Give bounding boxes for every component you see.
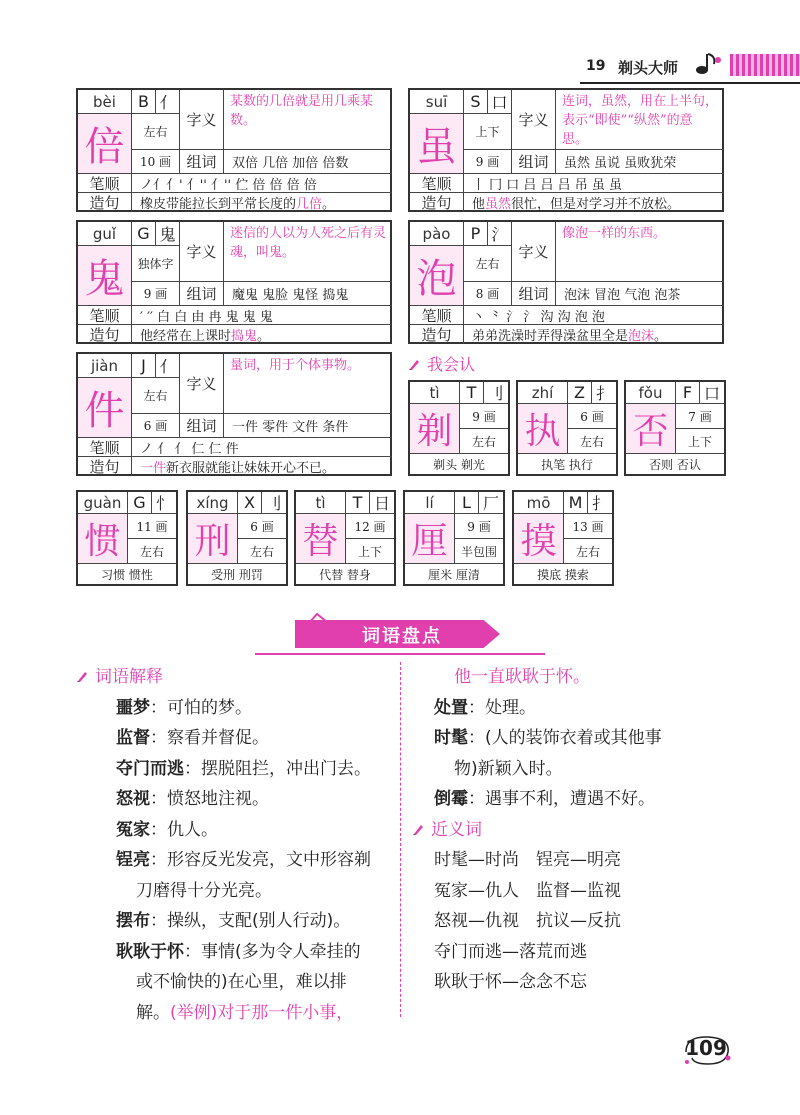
- radical-cell: 刂: [484, 382, 508, 404]
- structure: 上下: [676, 429, 724, 454]
- order-label: 笔顺: [78, 174, 132, 193]
- vocab-def: 操纵，支配(别人行动)。: [167, 911, 351, 931]
- vocab-continuation: 物)新颖入时。: [454, 758, 563, 779]
- recognize-card: [403, 490, 505, 586]
- sentence-label: 造句: [78, 325, 132, 344]
- vocab-term: 噩梦: [116, 697, 150, 718]
- sentence-highlight: 捣鬼: [231, 329, 258, 344]
- structure: 左右: [128, 539, 176, 564]
- sentence-label: 造句: [410, 325, 464, 344]
- letter-cell: M: [564, 492, 588, 514]
- vocab-def: 遇事不利，遭遇不好。: [485, 789, 655, 809]
- vocab-sep: ：: [468, 789, 485, 809]
- vocab-def: 察看并督促。: [167, 728, 269, 748]
- structure: 左右: [132, 378, 180, 414]
- recognize-heading: [408, 352, 475, 375]
- words: 魔鬼 鬼脸 鬼怪 捣鬼: [224, 282, 392, 306]
- sentence-text: 很忙，但是对学习并不放松。: [511, 197, 681, 212]
- synonym-row: 耿耿于怀—念念不忘: [434, 972, 587, 992]
- structure: 左右: [238, 539, 286, 564]
- character: 刑: [188, 514, 238, 564]
- letter-cell: S: [464, 90, 488, 114]
- recognize-card: [76, 490, 178, 586]
- vocab-def: 处理。: [485, 697, 536, 718]
- vocab-entry: [412, 723, 742, 754]
- header-stripe: [730, 54, 800, 76]
- stroke-order: ノ亻亻' 亻'' 亻'' 伫 倍 倍 倍 倍: [132, 174, 392, 193]
- vocab-entry: [76, 784, 396, 815]
- header-rule: [580, 82, 800, 84]
- character: 件: [78, 378, 132, 438]
- structure: 左右: [464, 246, 512, 282]
- vocab-sep: ：: [184, 758, 201, 779]
- character: 剃: [410, 404, 460, 454]
- strokes: 9 画: [460, 404, 508, 429]
- example-sentence: [132, 457, 392, 476]
- radical-cell: 刂: [262, 492, 286, 514]
- strokes: 10 画: [132, 150, 180, 174]
- character-card: [408, 220, 724, 344]
- stroke-order: 丨 冂 口 吕 吕 吕 吊 虽 虽: [464, 174, 724, 193]
- radical-cell: 扌: [592, 382, 616, 404]
- vocab-def: 仇人。: [167, 819, 218, 840]
- structure: 上下: [346, 539, 394, 564]
- radical-cell: 口: [488, 90, 512, 114]
- radical-cell: 厂: [479, 492, 503, 514]
- radical-cell: 亻: [156, 354, 180, 378]
- vocab-def: 可怕的梦。: [167, 697, 252, 718]
- strokes: 8 画: [464, 282, 512, 306]
- vocab-sep: ：: [150, 728, 167, 748]
- structure: 左右: [132, 114, 180, 150]
- vocab-def: 事情(多为令人牵挂的: [201, 941, 361, 962]
- letter-cell: L: [455, 492, 479, 514]
- page-number-text: 109: [685, 1036, 727, 1060]
- vocab-example: (举例)对于那一件小事，: [170, 1002, 354, 1023]
- vocab-sep: ：: [468, 728, 485, 748]
- pinyin: mō: [514, 492, 564, 514]
- character: 虽: [410, 114, 464, 174]
- vocab-left-column: [76, 662, 396, 1028]
- strokes: 11 画: [128, 514, 176, 539]
- words: 代替 替身: [319, 567, 371, 582]
- letter-cell: P: [464, 222, 488, 246]
- vocab-term: 倒霉: [434, 789, 468, 809]
- order-label: 笔顺: [410, 306, 464, 325]
- character-card: [76, 220, 392, 344]
- recognize-card: [294, 490, 396, 586]
- strokes: 7 画: [676, 404, 724, 429]
- strokes: 6 画: [132, 414, 180, 438]
- vocab-sep: ：: [150, 911, 167, 931]
- vocab-text: 解。: [136, 1002, 170, 1023]
- meaning: 像泡一样的东西。: [556, 222, 724, 282]
- vocab-continuation: 刀磨得十分光亮。: [136, 880, 272, 901]
- character-card: [408, 88, 724, 212]
- recognize-card: [516, 380, 618, 476]
- explain-heading: [76, 662, 396, 693]
- structure: 左右: [564, 539, 612, 564]
- vocab-sep: ：: [468, 697, 485, 718]
- words-label: 组词: [180, 282, 224, 306]
- vocab-entry: [76, 937, 396, 968]
- words: 执笔 执行: [541, 457, 593, 472]
- example-sentence: [132, 193, 392, 212]
- meaning: 某数的几倍就是用几乘某数。: [224, 90, 392, 150]
- pencil-icon: [412, 823, 425, 836]
- letter-cell: G: [128, 492, 152, 514]
- order-label: 笔顺: [78, 306, 132, 325]
- radical-cell: 亻: [156, 90, 180, 114]
- pencil-icon: [76, 670, 89, 683]
- radical-cell: 扌: [588, 492, 612, 514]
- vocab-sep: ：: [184, 941, 201, 962]
- letter-cell: G: [132, 222, 156, 246]
- letter-cell: F: [676, 382, 700, 404]
- page-number: [684, 1034, 732, 1068]
- character: 惯: [78, 514, 128, 564]
- vocab-entry: [412, 693, 742, 724]
- vocab-term: 夺门而逃: [116, 758, 184, 779]
- character: 执: [518, 404, 568, 454]
- vocab-term: 冤家: [116, 819, 150, 840]
- vocab-entry: [76, 723, 396, 754]
- sentence-text: 橡皮带能拉长到平常长度的: [140, 197, 297, 212]
- recognize-card: [624, 380, 726, 476]
- synonym-heading: [412, 815, 742, 846]
- radical-cell: 忄: [152, 492, 176, 514]
- words: 泡沫 冒泡 气泡 泡茶: [556, 282, 724, 306]
- meaning: 量词，用于个体事物。: [224, 354, 392, 414]
- order-label: 笔顺: [78, 438, 132, 457]
- pinyin: zhí: [518, 382, 568, 404]
- radical-cell: 氵: [488, 222, 512, 246]
- stroke-order: ノ 亻 亻 仁 仁 件: [132, 438, 392, 457]
- letter-cell: T: [460, 382, 484, 404]
- example-sentence: [132, 325, 392, 344]
- music-note-icon: [692, 50, 724, 78]
- words-label: 组词: [180, 150, 224, 174]
- words-label: 组词: [180, 414, 224, 438]
- meaning: 迷信的人以为人死之后有灵魂，叫鬼。: [224, 222, 392, 282]
- vocab-entry: [76, 906, 396, 937]
- character-card: [76, 352, 392, 476]
- vocab-continuation: 或不愉快的)在心里，难以排: [136, 972, 347, 992]
- structure: 半包围: [455, 539, 503, 564]
- banner-rule: [255, 653, 545, 655]
- stroke-order: ′ ′′ 白 白 由 冉 鬼 鬼 鬼: [132, 306, 392, 325]
- strokes: 9 画: [132, 282, 180, 306]
- vocab-entry: [412, 784, 742, 815]
- vocab-sep: ：: [150, 697, 167, 718]
- words: 虽然 虽说 虽败犹荣: [556, 150, 724, 174]
- pinyin: tì: [410, 382, 460, 404]
- banner-title: 词语盘点: [362, 626, 442, 647]
- letter-cell: Z: [568, 382, 592, 404]
- pencil-icon: [408, 358, 421, 371]
- header-title: 剃头大师: [618, 59, 679, 77]
- sentence-label: 造句: [78, 457, 132, 476]
- radical-cell: 鬼: [156, 222, 180, 246]
- pinyin: fǒu: [626, 382, 676, 404]
- order-label: 笔顺: [410, 174, 464, 193]
- words: 剃头 剃光: [433, 457, 485, 472]
- pinyin: xíng: [188, 492, 238, 514]
- character: 倍: [78, 114, 132, 174]
- sentence-text: 他: [472, 197, 486, 212]
- stroke-order: 丶 ⺀ 氵 氵 沟 沟 泡 泡: [464, 306, 724, 325]
- sentence-highlight: 一件: [140, 461, 167, 476]
- meaning-label: 字义: [512, 90, 556, 150]
- vocab-term: 耿耿于怀: [116, 941, 184, 962]
- vocab-entry: [76, 693, 396, 724]
- words: 双倍 几倍 加倍 倍数: [224, 150, 392, 174]
- pinyin: jiàn: [78, 354, 132, 378]
- character: 摸: [514, 514, 564, 564]
- vocab-sep: ：: [150, 850, 167, 870]
- header-page-badge: 19: [586, 58, 606, 74]
- words: 习惯 惯性: [101, 567, 153, 582]
- pinyin: lí: [405, 492, 455, 514]
- explain-title: 词语解释: [95, 667, 163, 687]
- meaning-label: 字义: [180, 354, 224, 414]
- pinyin: suī: [410, 90, 464, 114]
- meaning: 连词，虽然，用在上半句，表示“即使”“纵然”的意思。: [556, 90, 724, 150]
- vocab-term: 怒视: [116, 789, 150, 809]
- pinyin: bèi: [78, 90, 132, 114]
- sentence-text: 弟弟洗澡时弄得澡盆里全是: [472, 329, 629, 344]
- vocab-term: 处置: [434, 697, 468, 718]
- vocab-example: 他一直耿耿于怀。: [454, 667, 590, 687]
- strokes: 6 画: [568, 404, 616, 429]
- character: 否: [626, 404, 676, 454]
- example-sentence: [464, 193, 724, 212]
- pinyin: tì: [296, 492, 346, 514]
- synonym-row: 冤家—仇人 监督—监视: [434, 880, 621, 901]
- strokes: 13 画: [564, 514, 612, 539]
- vocab-def: (人的装饰衣着或其他事: [485, 728, 662, 748]
- sentence-text: 。: [322, 197, 336, 212]
- words: 摸底 摸索: [537, 567, 589, 582]
- sentence-text: 新衣服就能让妹妹开心不已。: [166, 461, 336, 476]
- sentence-label: 造句: [78, 193, 132, 212]
- vocab-sep: ：: [150, 789, 167, 809]
- character: 替: [296, 514, 346, 564]
- vocab-def: 形容反光发亮，文中形容剃: [167, 850, 371, 870]
- words-label: 组词: [512, 150, 556, 174]
- structure: 上下: [464, 114, 512, 150]
- letter-cell: B: [132, 90, 156, 114]
- pinyin: pào: [410, 222, 464, 246]
- meaning-label: 字义: [512, 222, 556, 282]
- vocab-entry: [76, 754, 396, 785]
- synonym-row: 怒视—仇视 抗议—反抗: [434, 911, 621, 931]
- column-divider: [400, 662, 401, 1017]
- vocab-sep: ：: [150, 819, 167, 840]
- vocab-right-column: [412, 662, 742, 998]
- sentence-text: 。: [654, 329, 668, 344]
- letter-cell: X: [238, 492, 262, 514]
- strokes: 12 画: [346, 514, 394, 539]
- recognize-card: [408, 380, 510, 476]
- words: 受刑 刑罚: [211, 567, 263, 582]
- structure: 左右: [568, 429, 616, 454]
- strokes: 9 画: [464, 150, 512, 174]
- letter-cell: T: [346, 492, 370, 514]
- vocab-term: 监督: [116, 728, 150, 748]
- character: 鬼: [78, 246, 132, 306]
- character: 泡: [410, 246, 464, 306]
- character-card: [76, 88, 392, 212]
- sentence-highlight: 几倍: [296, 197, 323, 212]
- vocab-def: 愤怒地注视。: [167, 789, 269, 809]
- recognize-card: [186, 490, 288, 586]
- synonym-row: 时髦—时尚 锃亮—明亮: [434, 850, 621, 870]
- synonym-title: 近义词: [431, 819, 482, 840]
- structure: 独体字: [132, 246, 180, 282]
- vocab-entry: [76, 845, 396, 876]
- vocab-term: 锃亮: [116, 850, 150, 870]
- structure: 左右: [460, 429, 508, 454]
- sentence-text: 他经常在上课时: [140, 329, 232, 344]
- meaning-label: 字义: [180, 90, 224, 150]
- example-sentence: [464, 325, 724, 344]
- sentence-label: 造句: [410, 193, 464, 212]
- words: 一件 零件 文件 条件: [224, 414, 392, 438]
- vocab-def: 摆脱阻拦，冲出门去。: [201, 758, 371, 779]
- pinyin: guàn: [78, 492, 128, 514]
- page-header: [580, 48, 800, 84]
- letter-cell: J: [132, 354, 156, 378]
- synonym-row: 夺门而逃—落荒而逃: [434, 941, 587, 962]
- pinyin: guǐ: [78, 222, 132, 246]
- strokes: 6 画: [238, 514, 286, 539]
- sentence-text: 。: [257, 329, 271, 344]
- vocab-term: 时髦: [434, 728, 468, 748]
- recognize-card: [512, 490, 614, 586]
- meaning-label: 字义: [180, 222, 224, 282]
- vocab-entry: [76, 815, 396, 846]
- strokes: 9 画: [455, 514, 503, 539]
- radical-cell: 日: [370, 492, 394, 514]
- sentence-highlight: 虽然: [485, 197, 512, 212]
- character: 厘: [405, 514, 455, 564]
- words: 否则 否认: [649, 457, 701, 472]
- words-label: 组词: [512, 282, 556, 306]
- vocab-term: 摆布: [116, 911, 150, 931]
- section-banner: [255, 608, 545, 656]
- words: 厘米 厘清: [428, 567, 480, 582]
- sentence-highlight: 泡沫: [628, 329, 655, 344]
- vocab-continuation: [76, 998, 396, 1029]
- recognize-title: 我会认: [427, 355, 476, 374]
- radical-cell: 口: [700, 382, 724, 404]
